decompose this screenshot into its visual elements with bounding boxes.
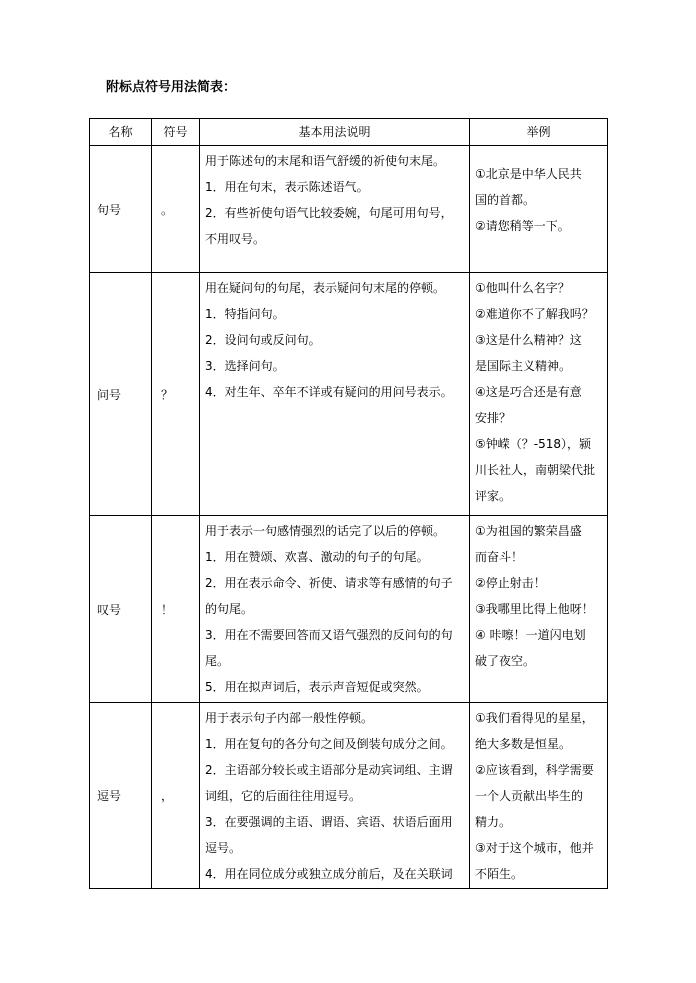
example-line: 是国际主义精神。: [475, 359, 572, 373]
example-line: 而奋斗！: [475, 550, 524, 564]
punct-symbol-cell: [152, 516, 200, 703]
example-cell: [470, 703, 608, 889]
punct-symbol: ？: [161, 387, 174, 402]
table-header-row: [90, 119, 608, 146]
usage-line: 用于表示句子内部一般性停顿。: [205, 711, 374, 725]
table-row: [90, 146, 608, 273]
example-line: 绝大多数是恒星。: [475, 737, 572, 751]
punct-symbol: 。: [161, 202, 174, 217]
usage-line: 2．有些祈使句语气比较委婉，句尾可用句号，: [205, 206, 453, 220]
punctuation-usage-table: [89, 118, 608, 889]
example-line: 评家。: [475, 489, 512, 503]
usage-line: 3．用在不需要回答而又语气强烈的反问句的句: [205, 628, 453, 642]
usage-cell: [200, 146, 470, 273]
example-line: ①他叫什么名字？: [475, 281, 570, 295]
example-line: ④这是巧合还是有意: [475, 385, 582, 399]
usage-line: 1．用在句末，表示陈述语气。: [205, 180, 369, 194]
punct-symbol: ！: [161, 602, 174, 617]
usage-line: 4．用在同位成分或独立成分前后，及在关联词: [205, 867, 453, 881]
example-line: ⑤钟嵘（？-518），颍: [475, 437, 591, 451]
usage-line: 2．主语部分较长或主语部分是动宾词组、主谓: [205, 763, 453, 777]
usage-line: 不用叹号。: [205, 232, 266, 246]
punct-symbol-cell: [152, 273, 200, 516]
punct-symbol-cell: [152, 703, 200, 889]
example-line: ①为祖国的繁荣昌盛: [475, 524, 582, 538]
example-line: ②请您稍等一下。: [475, 219, 570, 233]
usage-line: 1．用在赞颂、欢喜、激动的句子的句尾。: [205, 550, 429, 564]
table-row: [90, 516, 608, 703]
punct-symbol-cell: [152, 146, 200, 273]
punct-name-cell: [90, 146, 152, 273]
usage-cell: [200, 703, 470, 889]
page-title: 附标点符号用法简表：: [106, 80, 237, 95]
usage-line: 用于表示一句感情强烈的话完了以后的停顿。: [205, 524, 446, 538]
usage-line: 尾。: [205, 654, 230, 668]
punct-name: 句号: [97, 202, 122, 217]
example-line: 一个人贡献出毕生的: [475, 789, 584, 803]
example-line: 国的首都。: [475, 193, 536, 207]
example-line: ①北京是中华人民共: [475, 167, 582, 181]
usage-line: 5．用在拟声词后，表示声音短促或突然。: [205, 680, 429, 694]
example-line: 川长社人，南朝梁代批: [475, 463, 596, 477]
usage-line: 用在疑问句的句尾，表示疑问句末尾的停顿。: [205, 281, 446, 295]
usage-line: 1．特指问句。: [205, 307, 285, 321]
example-line: 精力。: [475, 815, 512, 829]
usage-line: 2．设问句或反问句。: [205, 333, 321, 347]
usage-line: 的句尾。: [205, 602, 254, 616]
example-line: ②难道你不了解我吗？: [475, 307, 594, 321]
usage-line: 4．对生年、卒年不详或有疑问的用问号表示。: [205, 385, 453, 399]
example-line: ③对于这个城市，他并: [475, 841, 594, 855]
example-line: 破了夜空。: [475, 654, 536, 668]
punct-name: 叹号: [97, 602, 122, 617]
punct-name-cell: [90, 516, 152, 703]
usage-line: 词组，它的后面往往用逗号。: [205, 789, 362, 803]
header-symbol: 符号: [152, 119, 200, 146]
example-cell: [470, 273, 608, 516]
usage-line: 3．在要强调的主语、谓语、宾语、状语后面用: [205, 815, 453, 829]
usage-cell: [200, 516, 470, 703]
usage-line: 2．用在表示命令、祈使、请求等有感情的句子: [205, 576, 453, 590]
example-line: ③我哪里比得上他呀！: [475, 602, 594, 616]
usage-line: 3．选择问句。: [205, 359, 285, 373]
example-line: ②停止射击！: [475, 576, 546, 590]
usage-line: 1．用在复句的各分句之间及倒装句成分之间。: [205, 737, 453, 751]
punct-symbol: ，: [161, 789, 174, 803]
punct-name: 问号: [97, 387, 122, 402]
header-example: 举例: [470, 119, 608, 146]
punct-name: 逗号: [97, 789, 122, 803]
usage-line: 用于陈述句的末尾和语气舒缓的祈使句末尾。: [205, 154, 446, 168]
punct-name-cell: [90, 703, 152, 889]
header-usage: 基本用法说明: [200, 119, 470, 146]
example-line: 不陌生。: [475, 867, 524, 881]
punct-name-cell: [90, 273, 152, 516]
example-cell: [470, 516, 608, 703]
example-line: ③这是什么精神？这: [475, 333, 582, 347]
table-row: [90, 273, 608, 516]
usage-cell: [200, 273, 470, 516]
example-line: 安排？: [475, 411, 512, 425]
usage-line: 逗号。: [205, 841, 242, 855]
table-row: [90, 703, 608, 889]
example-line: ②应该看到，科学需要: [475, 763, 594, 777]
example-line: ①我们看得见的星星，: [475, 711, 594, 725]
header-name: 名称: [90, 119, 152, 146]
example-cell: [470, 146, 608, 273]
example-line: ④ 咔嚓！一道闪电划: [475, 628, 586, 642]
